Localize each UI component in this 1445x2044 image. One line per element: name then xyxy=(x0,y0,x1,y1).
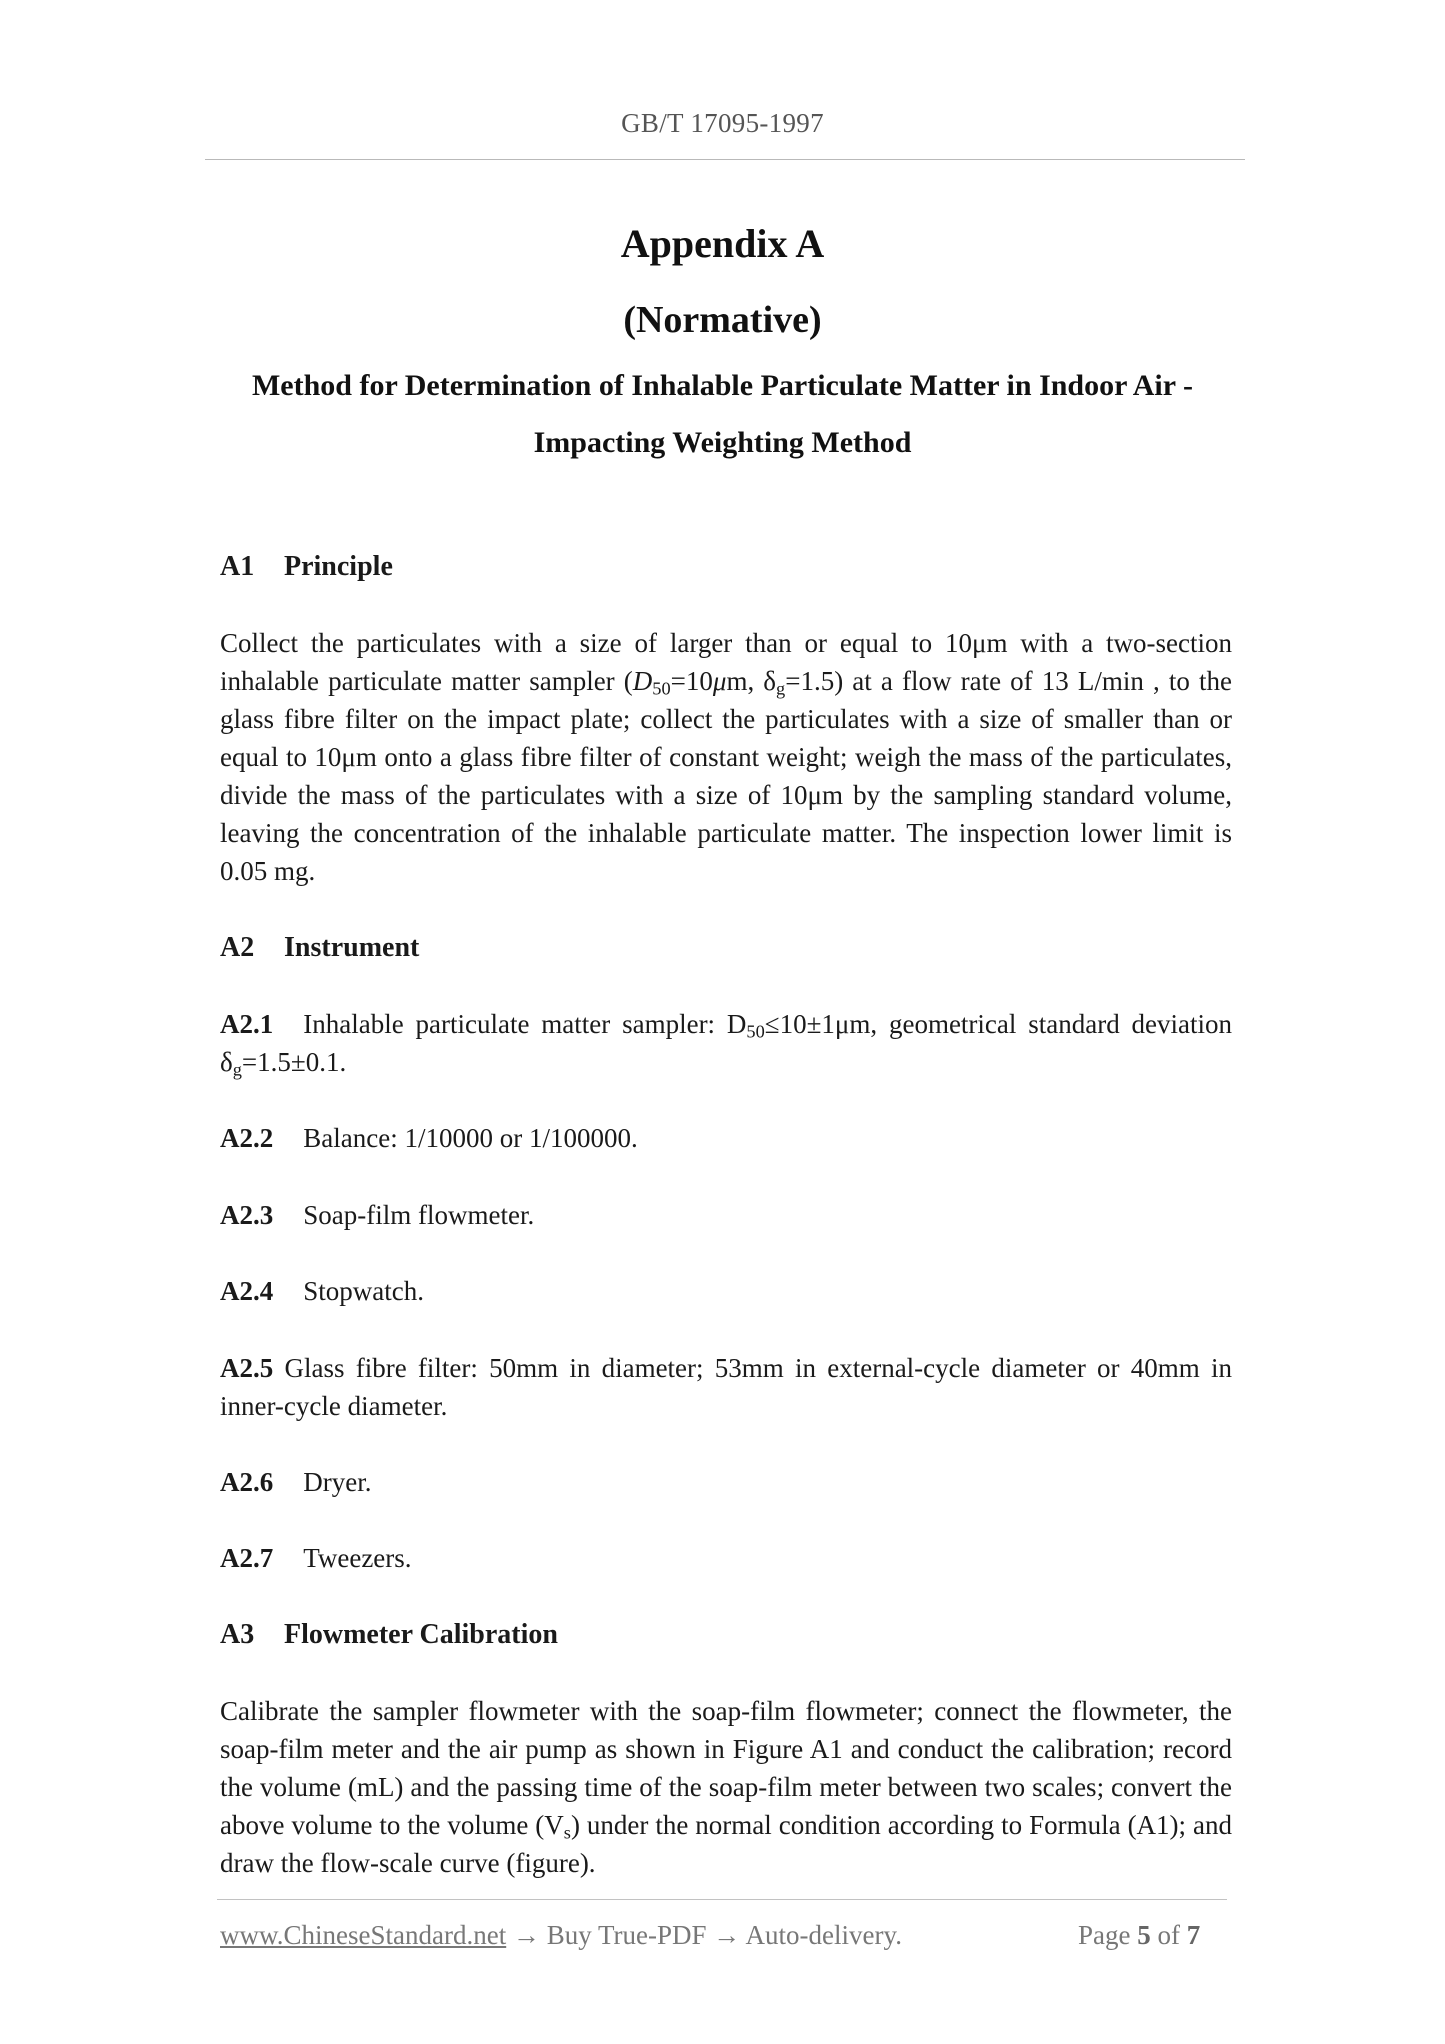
section-a1-heading xyxy=(220,548,1232,586)
text-run: μ xyxy=(712,666,727,696)
text-run: Collect the particulates with a size of larger than or equal to 10μm with a two-section inhalable particulate matter sampler ( xyxy=(220,628,1232,696)
item-a2-4 xyxy=(220,1272,1232,1310)
arrow-right-icon: → xyxy=(512,1920,540,1950)
site-link[interactable]: www.ChineseStandard.net xyxy=(220,1920,507,1950)
page-indicator xyxy=(1078,1920,1200,1951)
subscript: 50 xyxy=(746,1021,765,1042)
item-text: Stopwatch. xyxy=(303,1276,424,1306)
current-page: 5 xyxy=(1137,1920,1151,1950)
text-run: D xyxy=(632,666,653,696)
item-text: Balance: 1/10000 or 1/100000. xyxy=(303,1123,638,1153)
footer-links xyxy=(220,1920,902,1951)
header-divider xyxy=(205,159,1245,160)
item-a2-7 xyxy=(220,1539,1232,1577)
buy-pdf-text: Buy True-PDF xyxy=(546,1920,707,1950)
text-run: Calibrate the sampler flowmeter with the soap-film flowmeter; connect the flowmeter, the soap-film meter and the air pump as shown in Figure A1 and conduct the calibration; record the volume (mL) and the passing time of the soap-film meter between two scales; convert the above volume to the volume (V xyxy=(220,1696,1232,1840)
subscript: g xyxy=(232,1059,242,1080)
text-run: =1.5) at a flow rate of 13 L/min , to the glass fibre filter on the impact plate; collect the particulates with a size of smaller than or equal to 10μm onto a glass fibre filter of constant weight; weigh the mass of the particulates, divide the mass of the particulates with a size of 10μm by the sampling standard volume, leaving the concentration of the inhalable particulate matter. The inspection lower limit is 0.05 mg. xyxy=(220,666,1232,886)
text-run: =1.5±0.1. xyxy=(241,1047,347,1077)
document-code-header: GB/T 17095-1997 xyxy=(621,108,824,138)
text-run: Inhalable particulate matter sampler: D xyxy=(303,1009,747,1039)
text-run: m, δ xyxy=(726,666,777,696)
section-a3-heading xyxy=(220,1616,1232,1654)
section-number: A3 xyxy=(220,1619,255,1650)
item-number: A2.2 xyxy=(220,1123,274,1153)
of-label: of xyxy=(1157,1920,1180,1950)
item-a2-5 xyxy=(220,1349,1232,1425)
item-a2-6 xyxy=(220,1463,1232,1501)
method-title-line-2: Impacting Weighting Method xyxy=(533,426,912,459)
section-title: Principle xyxy=(284,551,393,582)
item-number: A2.6 xyxy=(220,1467,274,1497)
page-label: Page xyxy=(1078,1920,1131,1950)
item-text: Glass fibre filter: 50mm in diameter; 53mm in external-cycle diameter or 40mm in inner-cycle diameter. xyxy=(220,1353,1232,1421)
item-text: Soap-film flowmeter. xyxy=(303,1200,535,1230)
item-number: A2.5 xyxy=(220,1353,274,1383)
item-number: A2.7 xyxy=(220,1543,274,1573)
appendix-title: Appendix A xyxy=(620,221,825,266)
subscript: s xyxy=(563,1822,571,1843)
section-title: Instrument xyxy=(284,932,420,963)
item-a2-1 xyxy=(220,1005,1232,1081)
subscript: 50 xyxy=(652,678,671,699)
item-text: Tweezers. xyxy=(303,1543,412,1573)
item-number: A2.1 xyxy=(220,1009,274,1039)
section-a2-heading xyxy=(220,929,1232,967)
normative-label: (Normative) xyxy=(623,299,822,341)
total-pages: 7 xyxy=(1186,1920,1201,1950)
section-a3-paragraph xyxy=(220,1692,1232,1882)
item-a2-3 xyxy=(220,1196,1232,1234)
item-number: A2.4 xyxy=(220,1276,274,1306)
section-number: A2 xyxy=(220,932,255,963)
method-title-line-1: Method for Determination of Inhalable Particulate Matter in Indoor Air - xyxy=(251,369,1193,402)
text-run: =10 xyxy=(670,666,713,696)
item-number: A2.3 xyxy=(220,1200,274,1230)
auto-delivery-text: Auto-delivery. xyxy=(745,1920,902,1950)
section-number: A1 xyxy=(220,551,255,582)
section-title: Flowmeter Calibration xyxy=(284,1619,558,1650)
item-text: Dryer. xyxy=(303,1467,372,1497)
text-run: ≤10±1μm, geometrical standard deviation δ xyxy=(220,1009,1232,1077)
section-a1-paragraph xyxy=(220,624,1232,890)
text-run: ) under the normal condition according to Formula (A1); and draw the flow-scale curve (figure). xyxy=(220,1810,1233,1878)
subscript: g xyxy=(776,678,786,699)
arrow-right-icon: → xyxy=(713,1920,741,1950)
footer-divider xyxy=(217,1899,1227,1900)
item-a2-2 xyxy=(220,1119,1232,1157)
